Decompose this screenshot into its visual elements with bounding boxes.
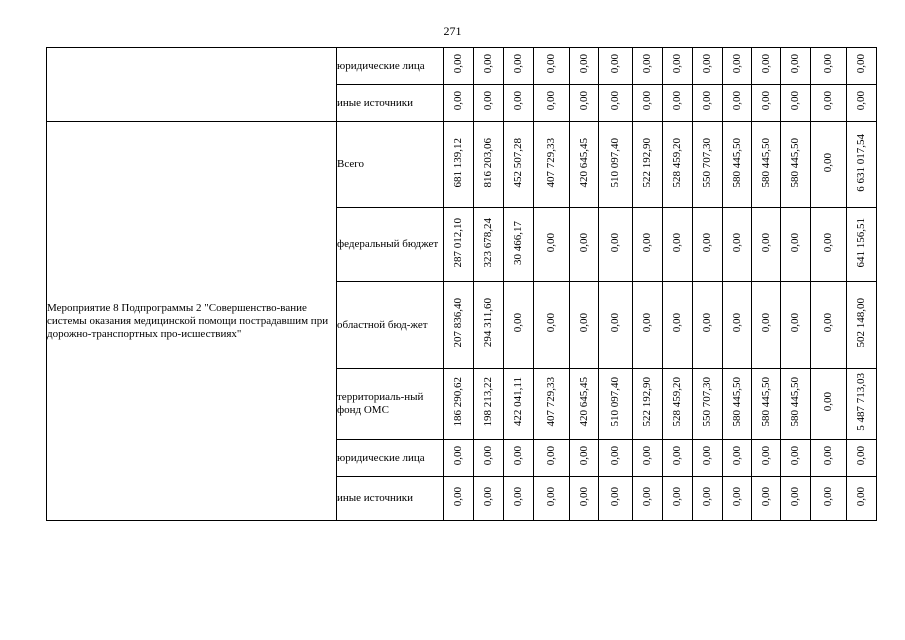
value-text: 0,00: [855, 91, 867, 111]
value-text: 510 097,40: [609, 377, 621, 427]
value-text: 550 707,30: [701, 377, 713, 427]
value-text: 186 290,62: [452, 377, 464, 427]
value-text: 0,00: [759, 313, 772, 333]
value-cell: [781, 440, 811, 477]
value-cell: [781, 477, 811, 521]
value-text: 0,00: [609, 446, 621, 466]
value-cell: [847, 282, 877, 369]
value-cell: [633, 282, 663, 369]
value-text: 0,00: [701, 54, 713, 74]
value-text: 580 445,50: [730, 377, 743, 427]
value-cell: [570, 85, 599, 122]
value-cell: [633, 208, 663, 282]
value-text: 0,00: [545, 91, 557, 111]
value-cell: [811, 477, 847, 521]
value-text: 0,00: [671, 91, 683, 111]
value-cell: [570, 282, 599, 369]
value-cell: [599, 282, 633, 369]
value-cell: [444, 122, 474, 208]
value-cell: [693, 282, 723, 369]
value-cell: [504, 122, 534, 208]
value-text: 0,00: [855, 446, 867, 466]
value-text: 0,00: [730, 446, 743, 466]
value-cell: [599, 440, 633, 477]
funding-source-cell: юридические лица: [337, 48, 444, 85]
value-text: 0,00: [577, 446, 590, 466]
funding-source-cell: федеральный бюджет: [337, 208, 444, 282]
value-cell: [847, 477, 877, 521]
value-cell: [663, 122, 693, 208]
value-text: 0,00: [822, 446, 834, 466]
value-cell: [847, 48, 877, 85]
value-text: 0,00: [577, 91, 590, 111]
value-text: 422 041,11: [512, 377, 524, 427]
value-cell: [534, 122, 570, 208]
value-text: 0,00: [789, 313, 801, 333]
value-text: 420 645,45: [577, 377, 590, 427]
value-cell: [781, 208, 811, 282]
value-cell: [723, 477, 752, 521]
value-cell: [781, 85, 811, 122]
value-cell: [693, 440, 723, 477]
value-cell: [847, 122, 877, 208]
value-text: 580 445,50: [730, 137, 743, 188]
value-text: 0,00: [577, 486, 590, 507]
value-text: 287 012,10: [452, 217, 464, 268]
value-text: 0,00: [641, 446, 653, 466]
value-text: 207 836,40: [452, 298, 464, 348]
value-text: 0,00: [759, 486, 772, 507]
value-cell: [570, 440, 599, 477]
funding-source-cell: иные источники: [337, 477, 444, 521]
value-cell: [474, 208, 504, 282]
value-text: 0,00: [482, 91, 494, 111]
value-text: 0,00: [701, 486, 713, 507]
funding-source-cell: территориаль-ный фонд ОМС: [337, 369, 444, 440]
value-cell: [504, 48, 534, 85]
value-cell: [474, 477, 504, 521]
value-cell: [444, 85, 474, 122]
value-cell: [633, 48, 663, 85]
value-cell: [811, 122, 847, 208]
value-cell: [781, 48, 811, 85]
value-cell: [474, 122, 504, 208]
value-cell: [599, 369, 633, 440]
value-text: 0,00: [545, 313, 557, 333]
value-text: 198 213,22: [482, 377, 494, 427]
value-text: 0,00: [641, 313, 653, 333]
value-text: 0,00: [730, 232, 743, 253]
value-cell: [693, 122, 723, 208]
value-text: 550 707,30: [701, 137, 713, 188]
value-text: 0,00: [701, 446, 713, 466]
value-text: 0,00: [701, 91, 713, 111]
value-cell: [633, 369, 663, 440]
budget-table: [46, 47, 877, 521]
value-cell: [811, 440, 847, 477]
value-text: 0,00: [641, 54, 653, 74]
value-cell: [504, 282, 534, 369]
value-cell: [534, 48, 570, 85]
value-text: 0,00: [671, 54, 683, 74]
value-cell: [693, 85, 723, 122]
value-text: 0,00: [577, 54, 590, 74]
value-cell: [693, 208, 723, 282]
value-cell: [633, 85, 663, 122]
value-text: 0,00: [545, 232, 557, 253]
value-text: 407 729,33: [545, 377, 557, 427]
value-text: 452 507,28: [512, 137, 524, 188]
value-cell: [534, 369, 570, 440]
value-text: 0,00: [822, 392, 834, 412]
value-text: 6 631 017,54: [855, 133, 867, 192]
value-text: 0,00: [609, 91, 621, 111]
value-cell: [633, 122, 663, 208]
value-text: 0,00: [452, 91, 464, 111]
value-text: 0,00: [701, 313, 713, 333]
value-text: 0,00: [671, 232, 683, 253]
value-text: 580 445,50: [789, 377, 801, 427]
value-text: 0,00: [789, 54, 801, 74]
value-cell: [723, 122, 752, 208]
value-text: 510 097,40: [609, 137, 621, 188]
value-cell: [534, 477, 570, 521]
value-text: 294 311,60: [482, 298, 494, 348]
value-cell: [811, 85, 847, 122]
value-text: 528 459,20: [671, 137, 683, 188]
value-text: 0,00: [641, 91, 653, 111]
value-text: 0,00: [701, 232, 713, 253]
value-cell: [847, 208, 877, 282]
value-cell: [599, 122, 633, 208]
value-text: 522 192,90: [641, 377, 653, 427]
value-text: 0,00: [759, 91, 772, 111]
value-cell: [599, 48, 633, 85]
value-cell: [663, 85, 693, 122]
value-text: 0,00: [512, 313, 524, 333]
value-cell: [663, 208, 693, 282]
value-text: 0,00: [609, 486, 621, 507]
value-text: 407 729,33: [545, 137, 557, 188]
value-text: 0,00: [577, 313, 590, 333]
value-cell: [663, 48, 693, 85]
value-text: 0,00: [482, 446, 494, 466]
value-text: 0,00: [759, 232, 772, 253]
value-cell: [534, 440, 570, 477]
value-text: 0,00: [789, 446, 801, 466]
value-cell: [570, 369, 599, 440]
value-text: 0,00: [671, 486, 683, 507]
value-cell: [752, 477, 781, 521]
value-cell: [781, 369, 811, 440]
value-cell: [534, 208, 570, 282]
value-text: 0,00: [641, 486, 653, 507]
table-row: [47, 48, 877, 85]
value-text: 502 148,00: [855, 298, 867, 348]
value-text: 0,00: [730, 54, 743, 74]
value-cell: [504, 440, 534, 477]
value-cell: [663, 282, 693, 369]
value-cell: [599, 85, 633, 122]
value-text: 0,00: [512, 446, 524, 466]
value-cell: [444, 282, 474, 369]
value-cell: [693, 369, 723, 440]
value-text: 681 139,12: [452, 137, 464, 188]
value-cell: [663, 477, 693, 521]
value-text: 580 445,50: [759, 137, 772, 188]
value-cell: [474, 369, 504, 440]
value-cell: [663, 369, 693, 440]
value-text: 0,00: [789, 91, 801, 111]
value-cell: [474, 48, 504, 85]
value-cell: [599, 208, 633, 282]
value-text: 816 203,06: [482, 137, 494, 188]
value-cell: [570, 122, 599, 208]
value-cell: [663, 440, 693, 477]
value-text: 0,00: [609, 54, 621, 74]
value-text: 0,00: [822, 91, 834, 111]
value-cell: [847, 85, 877, 122]
value-text: 323 678,24: [482, 217, 494, 268]
funding-source-cell: иные источники: [337, 85, 444, 122]
event-label-cell-previous: [47, 48, 337, 122]
value-text: 0,00: [822, 232, 834, 253]
value-cell: [693, 48, 723, 85]
value-cell: [570, 48, 599, 85]
value-text: 30 466,17: [512, 220, 524, 265]
value-text: 0,00: [609, 313, 621, 333]
value-cell: [752, 208, 781, 282]
value-cell: [633, 440, 663, 477]
value-cell: [847, 440, 877, 477]
value-cell: [633, 477, 663, 521]
value-text: 580 445,50: [759, 377, 772, 427]
value-cell: [599, 477, 633, 521]
value-cell: [693, 477, 723, 521]
value-text: 0,00: [730, 486, 743, 507]
value-cell: [752, 122, 781, 208]
value-text: 580 445,50: [789, 137, 801, 188]
value-cell: [811, 48, 847, 85]
page-number: 271: [443, 24, 462, 38]
value-cell: [444, 477, 474, 521]
value-text: 0,00: [855, 54, 867, 74]
value-cell: [847, 369, 877, 440]
value-cell: [723, 282, 752, 369]
value-text: 0,00: [671, 313, 683, 333]
value-text: 420 645,45: [577, 137, 590, 188]
value-text: 0,00: [452, 54, 464, 74]
value-text: 0,00: [609, 232, 621, 253]
value-cell: [781, 282, 811, 369]
value-text: 0,00: [759, 446, 772, 466]
value-text: 0,00: [759, 54, 772, 74]
value-text: 0,00: [452, 486, 464, 507]
value-text: 0,00: [577, 232, 590, 253]
value-cell: [570, 477, 599, 521]
value-text: 0,00: [545, 486, 557, 507]
value-cell: [752, 440, 781, 477]
value-cell: [723, 208, 752, 282]
value-cell: [504, 369, 534, 440]
value-text: 0,00: [482, 54, 494, 74]
value-cell: [752, 48, 781, 85]
value-cell: [444, 208, 474, 282]
value-text: 0,00: [641, 232, 653, 253]
value-text: 5 487 713,03: [855, 373, 867, 431]
value-text: 0,00: [822, 54, 834, 74]
value-cell: [811, 282, 847, 369]
value-cell: [723, 85, 752, 122]
value-cell: [723, 369, 752, 440]
value-text: 0,00: [545, 446, 557, 466]
funding-source-cell: областной бюд-жет: [337, 282, 444, 369]
value-cell: [534, 282, 570, 369]
value-cell: [811, 369, 847, 440]
value-cell: [811, 208, 847, 282]
value-text: 0,00: [789, 486, 801, 507]
value-text: 0,00: [452, 446, 464, 466]
value-text: 0,00: [512, 54, 524, 74]
value-cell: [570, 208, 599, 282]
value-cell: [504, 85, 534, 122]
value-cell: [474, 282, 504, 369]
value-cell: [752, 369, 781, 440]
value-text: 0,00: [512, 91, 524, 111]
value-text: 522 192,90: [641, 137, 653, 188]
value-cell: [723, 48, 752, 85]
value-text: 641 156,51: [855, 217, 867, 268]
value-text: 0,00: [512, 486, 524, 507]
value-text: 0,00: [822, 486, 834, 507]
value-text: 0,00: [482, 486, 494, 507]
value-cell: [504, 477, 534, 521]
value-cell: [752, 85, 781, 122]
event-label-cell: Мероприятие 8 Подпрограммы 2 "Совершенство-вание системы оказания медицинской помощи пострадавшим при дорожно-транспортных про-исшествиях": [47, 122, 337, 521]
value-cell: [444, 440, 474, 477]
value-cell: [444, 48, 474, 85]
value-text: 0,00: [822, 152, 834, 173]
value-text: 0,00: [855, 486, 867, 507]
value-cell: [752, 282, 781, 369]
value-cell: [474, 85, 504, 122]
value-text: 0,00: [822, 313, 834, 333]
value-text: 0,00: [671, 446, 683, 466]
value-text: 528 459,20: [671, 377, 683, 427]
value-cell: [534, 85, 570, 122]
value-text: 0,00: [730, 313, 743, 333]
funding-source-cell: юридические лица: [337, 440, 444, 477]
value-cell: [444, 369, 474, 440]
value-text: 0,00: [545, 54, 557, 74]
value-cell: [723, 440, 752, 477]
value-cell: [474, 440, 504, 477]
table-row: [47, 122, 877, 208]
value-text: 0,00: [730, 91, 743, 111]
value-cell: [504, 208, 534, 282]
value-text: 0,00: [789, 232, 801, 253]
funding-source-cell: Всего: [337, 122, 444, 208]
value-cell: [781, 122, 811, 208]
